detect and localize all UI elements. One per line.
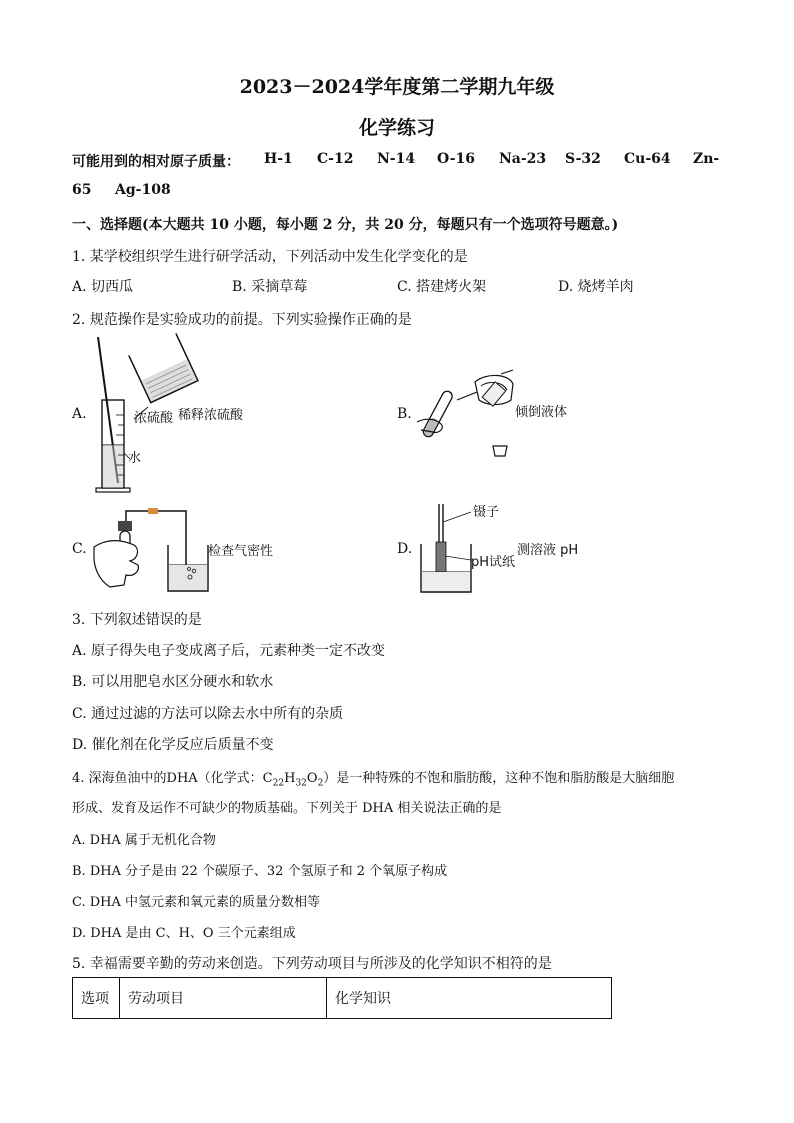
mass-item: H-1	[264, 151, 293, 167]
label-ph-paper: pH试纸	[471, 555, 516, 570]
q4-option-d: D. DHA 是由 C、H、O 三个元素组成	[72, 926, 296, 941]
q3-option-d: D. 催化剂在化学反应后质量不变	[72, 737, 274, 753]
mass-item: C-12	[317, 151, 354, 167]
q3-option-c: C. 通过过滤的方法可以除去水中所有的杂质	[72, 706, 344, 722]
label-conc-acid: 浓硫酸	[134, 411, 174, 426]
q2-d-caption: 测溶液 pH	[517, 543, 579, 558]
q3-stem: 3. 下列叙述错误的是	[72, 612, 202, 628]
q3-option-a: A. 原子得失电子变成离子后，元素种类一定不改变	[72, 643, 386, 659]
q1-option-a: A. 切西瓜	[72, 279, 134, 295]
q2-b-caption: 倾倒液体	[515, 405, 568, 420]
mass-item: N-14	[377, 151, 416, 167]
q4-option-b: B. DHA 分子是由 22 个碳原子、32 个氢原子和 2 个氧原子构成	[72, 864, 448, 879]
table-header-option: 选项	[73, 978, 120, 1019]
q1-option-b: B. 采摘草莓	[232, 279, 308, 295]
exam-subtitle: 化学练习	[358, 117, 435, 139]
q3-option-b: B. 可以用肥皂水区分硬水和软水	[72, 674, 274, 690]
mass-item: O-16	[437, 151, 476, 167]
label-tweezers: 镊子	[473, 505, 500, 520]
pour-liquid-figure	[415, 370, 605, 465]
q2-stem: 2. 规范操作是实验成功的前提。下列实验操作正确的是	[72, 312, 412, 328]
atomic-mass-line-2	[72, 182, 272, 202]
q2-c-caption: 检查气密性	[208, 544, 274, 559]
q1-option-d: D. 烧烤羊肉	[558, 279, 634, 295]
q5-stem: 5. 幸福需要辛勤的劳动来创造。下列劳动项目与所涉及的化学知识不相符的是	[72, 956, 552, 972]
mass-item: Na-23	[499, 151, 547, 167]
exam-title: 2023－2024学年度第二学期九年级	[239, 76, 555, 98]
q4-option-a: A. DHA 属于无机化合物	[72, 833, 216, 848]
section-heading: 一、选择题(本大题共 10 小题，每小题 2 分，共 20 分，每题只有一个选项符号题意。)	[72, 217, 619, 233]
mass-item: 65	[72, 182, 92, 198]
q2-option-c-letter: C.	[72, 541, 87, 557]
atomic-mass-lead: 可能用到的相对原子质量：	[72, 154, 240, 170]
q2-option-b-letter: B.	[397, 406, 412, 422]
label-water: 水	[128, 451, 142, 466]
q2-option-d-letter: D.	[397, 541, 413, 557]
atomic-mass-line	[72, 151, 722, 171]
mass-item: S-32	[565, 151, 601, 167]
q2-a-caption: 稀释浓硫酸	[178, 408, 244, 423]
dilute-acid-figure	[90, 335, 290, 500]
table-header-labor: 劳动项目	[120, 978, 327, 1019]
q5-table	[72, 977, 612, 1019]
measure-ph-figure	[415, 500, 605, 598]
table-row	[73, 978, 612, 1019]
mass-item: Ag-108	[115, 182, 171, 198]
q1-stem: 1. 某学校组织学生进行研学活动，下列活动中发生化学变化的是	[72, 249, 468, 265]
q4-stem: 4. 深海鱼油中的DHA（化学式：$C_{22}H_{32}O_2$）是一种特殊的不饱和脂肪酸，这种不饱和脂肪酸是大脑细胞	[72, 771, 675, 789]
mass-item: Cu-64	[624, 151, 671, 167]
q4-option-c: C. DHA 中氢元素和氧元素的质量分数相等	[72, 895, 321, 910]
airtightness-figure	[90, 505, 305, 597]
q4-stem-line2: 形成、发育及运作不可缺少的物质基础。下列关于 DHA 相关说法正确的是	[72, 801, 502, 816]
q2-option-a-letter: A.	[72, 406, 87, 422]
mass-item: Zn-	[693, 151, 720, 167]
q1-option-c: C. 搭建烤火架	[397, 279, 487, 295]
table-header-knowledge: 化学知识	[327, 978, 612, 1019]
